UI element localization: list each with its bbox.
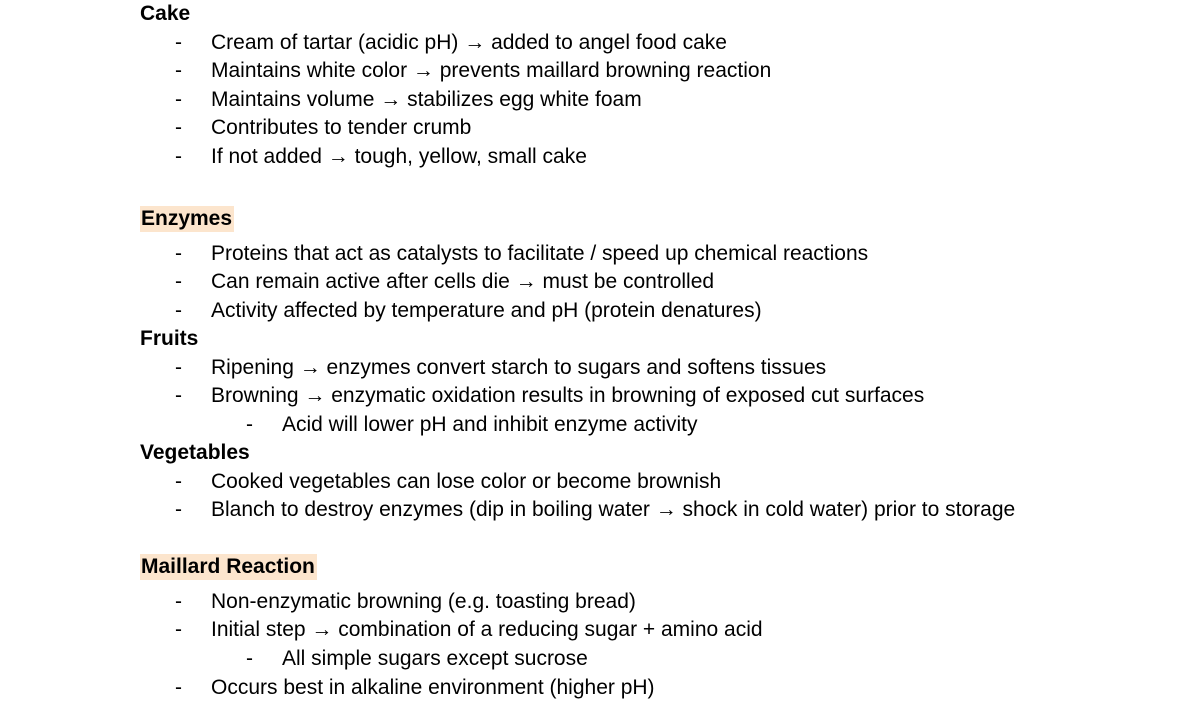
fruits-heading: Fruits bbox=[140, 327, 199, 350]
vegetables-heading: Vegetables bbox=[140, 441, 250, 464]
enzymes-heading: Enzymes bbox=[141, 207, 233, 230]
maillard-heading: Maillard Reaction bbox=[141, 555, 315, 578]
cake-heading: Cake bbox=[140, 2, 191, 25]
document-page: Cake - Cream of tartar (acidic pH) → added to angel food cake - Maintains white color → prevents maillard browning reaction - Maintains volume → stabilizes egg white foam - Contributes to tender crumb - If not added → tough, yellow, small cake Enzymes - Proteins that act as catalysts to facilitate / speed up chemical reactions - Can remain active after cells die → must be controlled - Activity affected by temperature and pH (protein denatures) Fruits - Ripening → enzymes convert starch to sugars and softens tissues - Browning → enzymatic oxidation results in browning of exposed cut surfaces - Acid will lower pH and inhibit enzyme activity Vegetables - Cooked vegetables can lose color or become brownish - Blanch to destroy enzymes (dip in boiling water → shock in cold water) prior to storage Maillard Reaction - Non-enzymatic browning (e.g. toasting bread) - Initial step → combination of a reducing sugar + amino acid - All simple sugars except sucrose - Occurs best in alkaline environment (higher pH) bbox=[140, 2, 1016, 699]
